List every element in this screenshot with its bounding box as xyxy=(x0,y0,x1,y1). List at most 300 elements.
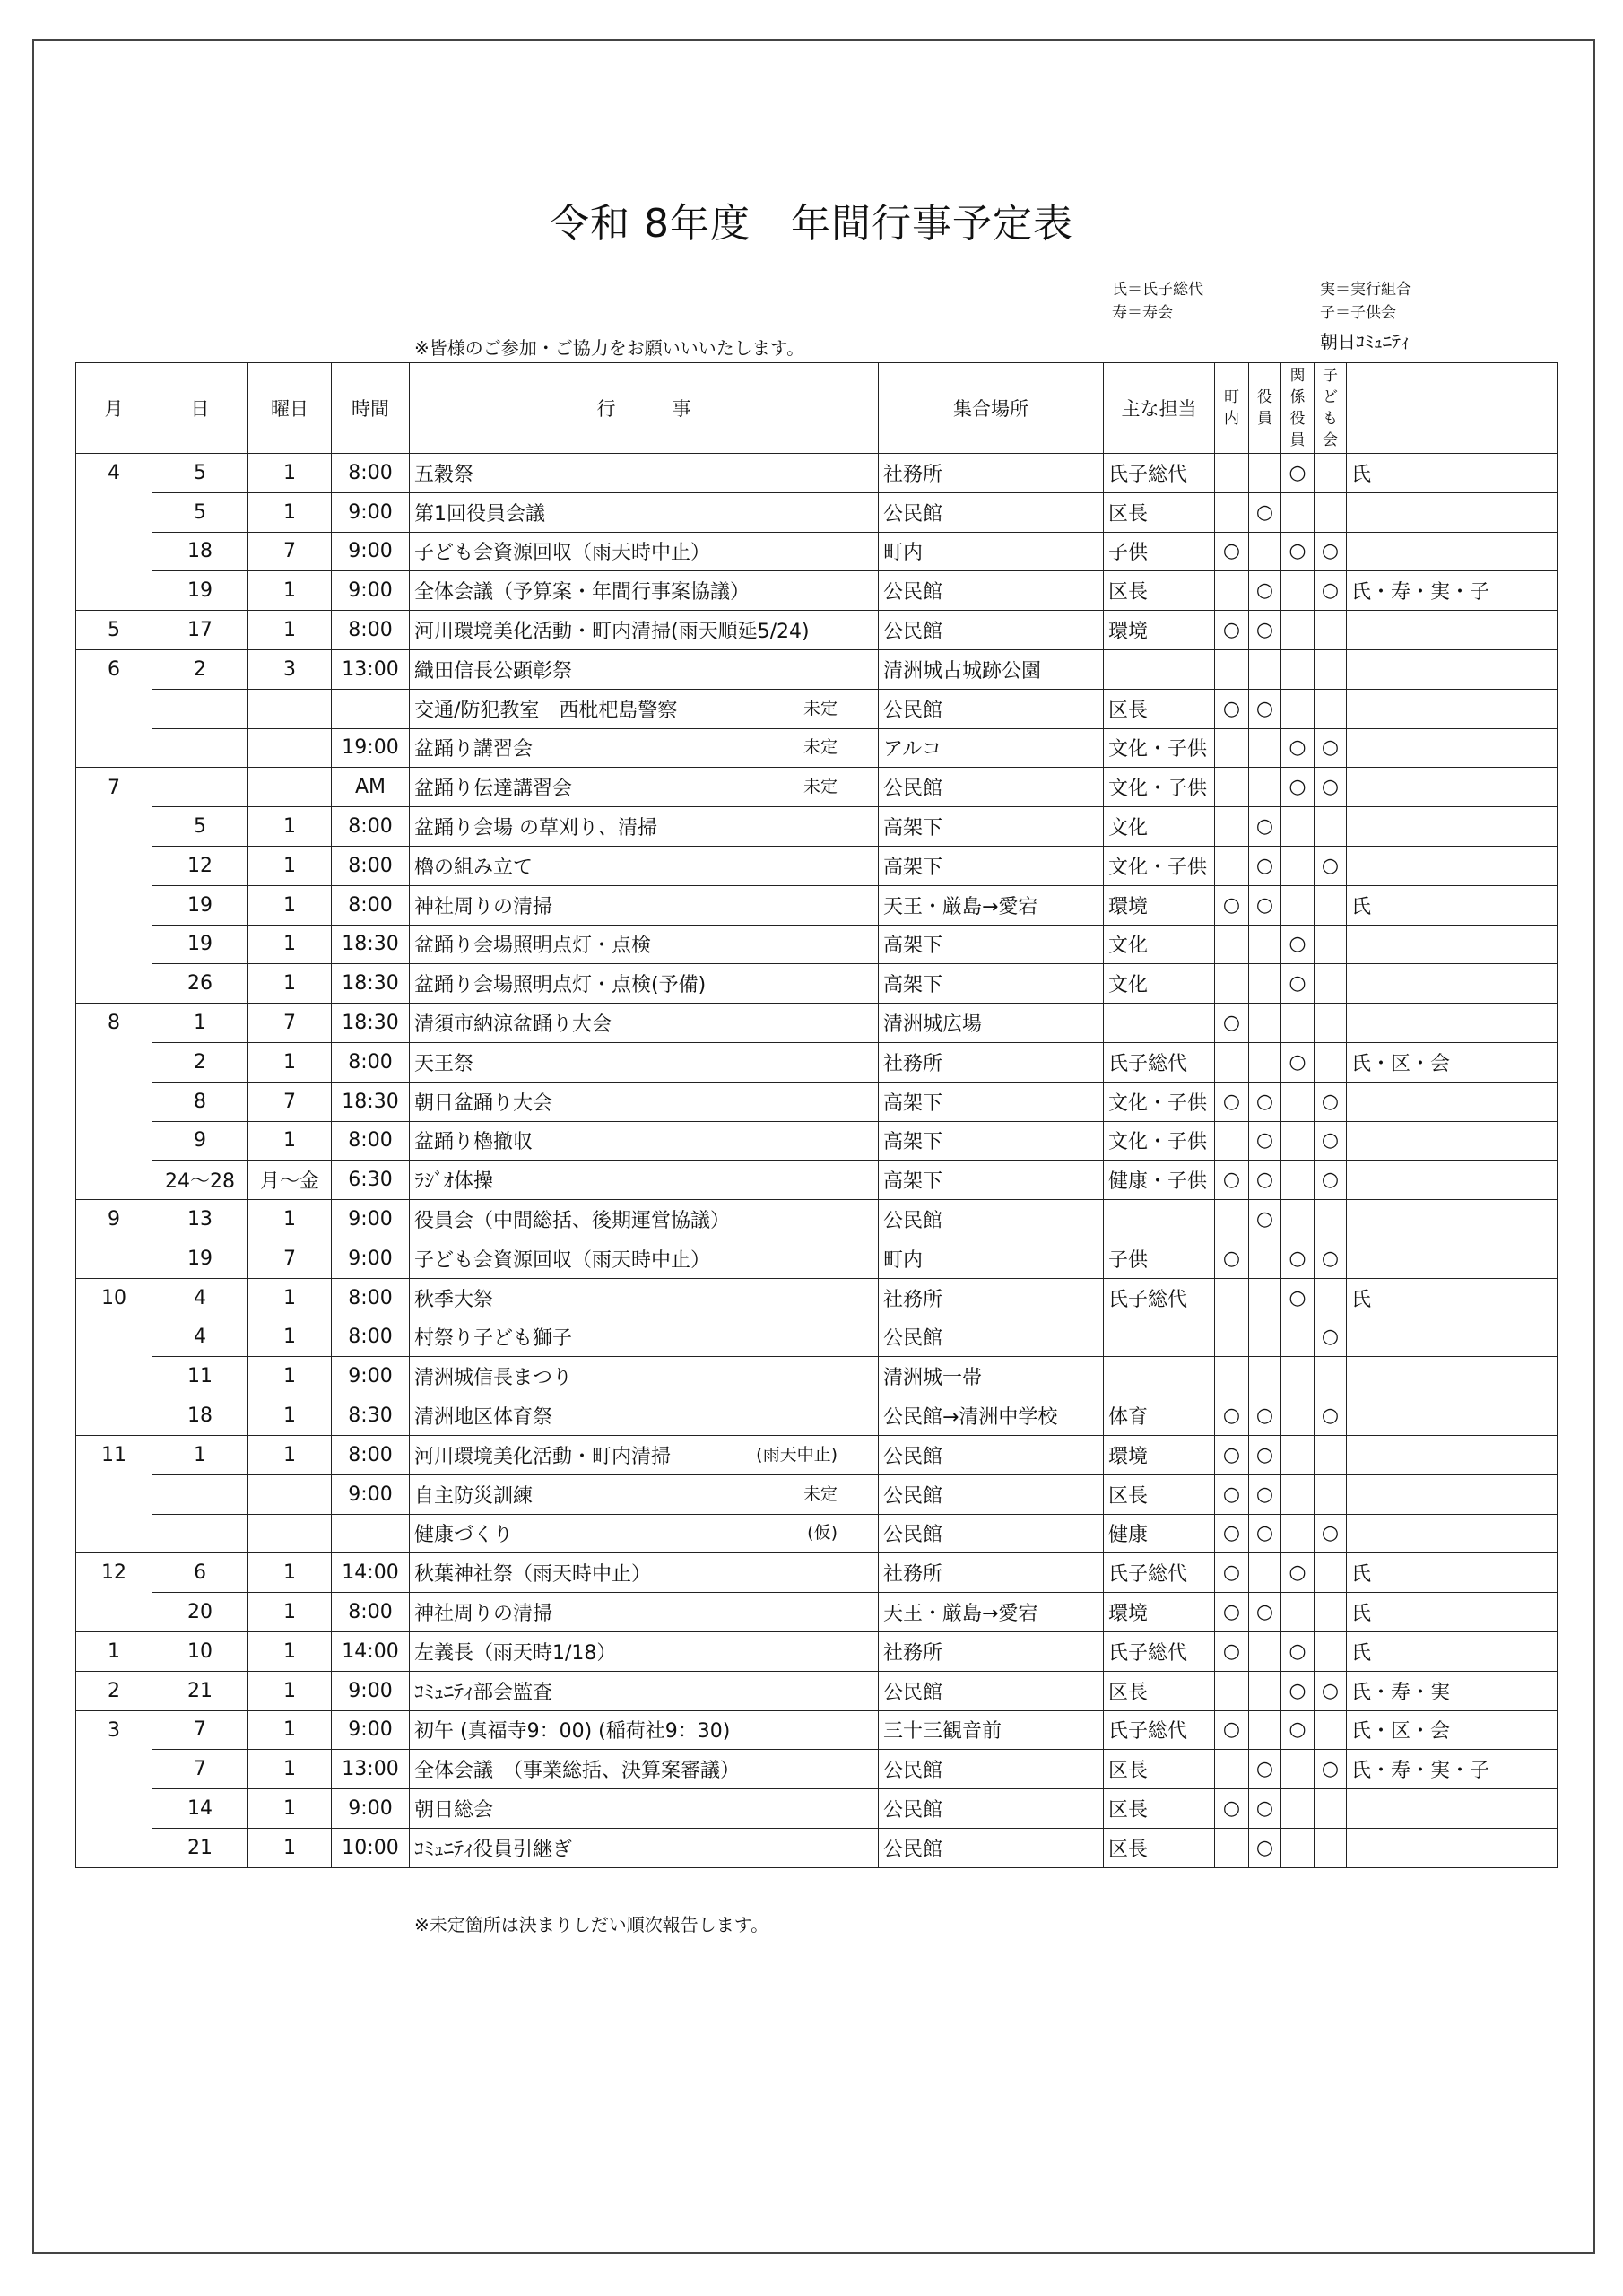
day-cell xyxy=(152,689,248,728)
weekday-cell: 1 xyxy=(248,492,332,532)
month-cell xyxy=(76,885,152,925)
event-name: 自主防災訓練 xyxy=(414,1484,534,1508)
month-cell xyxy=(76,532,152,571)
day-cell: 5 xyxy=(152,807,248,847)
charge-cell: 文化・子供 xyxy=(1104,1121,1215,1161)
yakuin-mark: ○ xyxy=(1249,846,1281,885)
event-name: 盆踊り櫓撤収 xyxy=(414,1131,534,1154)
day-cell: 2 xyxy=(152,1042,248,1082)
place-cell: 公民館 xyxy=(879,1474,1104,1514)
event-name: 秋季大祭 xyxy=(414,1288,494,1311)
event-name: 河川環境美化活動・町内清掃 xyxy=(414,1445,672,1468)
header-weekday: 曜日 xyxy=(248,363,332,454)
weekday-cell: 1 xyxy=(248,846,332,885)
header-kankei-yakuin: 関 係 役 員 xyxy=(1281,363,1315,454)
weekday-cell: 1 xyxy=(248,1121,332,1161)
bottom-note: ※未定箇所は決まりしだい順次報告します。 xyxy=(414,1914,769,1935)
month-cell: 5 xyxy=(76,611,152,650)
weekday-cell: 1 xyxy=(248,1828,332,1867)
kankei-yakuin-mark xyxy=(1281,885,1315,925)
event-cell xyxy=(410,1789,879,1829)
day-cell: 4 xyxy=(152,1278,248,1318)
kankei-yakuin-mark: ○ xyxy=(1281,1239,1315,1278)
time-cell: 8:00 xyxy=(332,611,410,650)
yakuin-mark xyxy=(1249,649,1281,689)
kodomo-kai-mark xyxy=(1315,1828,1347,1867)
yakuin-mark: ○ xyxy=(1249,1161,1281,1200)
place-cell: 社務所 xyxy=(879,1631,1104,1671)
kankei-yakuin-mark: ○ xyxy=(1281,1042,1315,1082)
chounai-mark: ○ xyxy=(1215,1789,1249,1829)
kodomo-kai-mark xyxy=(1315,1789,1347,1829)
month-cell xyxy=(76,1239,152,1278)
event-cell xyxy=(410,1631,879,1671)
event-status xyxy=(838,1362,873,1390)
place-cell: 高架下 xyxy=(879,1161,1104,1200)
event-name: 清須市納涼盆踊り大会 xyxy=(414,1013,612,1037)
day-cell xyxy=(152,1514,248,1553)
event-cell xyxy=(410,1200,879,1239)
yakuin-mark xyxy=(1249,532,1281,571)
event-cell xyxy=(410,1474,879,1514)
event-name: 健康づくり xyxy=(414,1524,514,1547)
chounai-mark: ○ xyxy=(1215,1631,1249,1671)
kodomo-kai-mark: ○ xyxy=(1315,1082,1347,1121)
header-time: 時間 xyxy=(332,363,410,454)
yakuin-mark xyxy=(1249,768,1281,807)
charge-cell: 健康・子供 xyxy=(1104,1161,1215,1200)
event-status xyxy=(838,1834,873,1862)
day-cell: 14 xyxy=(152,1789,248,1829)
weekday-cell: 1 xyxy=(248,925,332,964)
charge-cell xyxy=(1104,1004,1215,1043)
yakuin-mark xyxy=(1249,1553,1281,1593)
month-cell: 1 xyxy=(76,1631,152,1671)
month-cell: 10 xyxy=(76,1278,152,1318)
time-cell: 9:00 xyxy=(332,492,410,532)
schedule-row xyxy=(76,611,1558,650)
day-cell: 2 xyxy=(152,649,248,689)
kankei-yakuin-mark: ○ xyxy=(1281,728,1315,768)
notes-cell xyxy=(1347,1789,1558,1829)
place-cell: 公民館 xyxy=(879,689,1104,728)
weekday-cell: 1 xyxy=(248,1671,332,1710)
month-cell xyxy=(76,1593,152,1632)
event-name: 朝日盆踊り大会 xyxy=(414,1091,553,1115)
yakuin-mark xyxy=(1249,1710,1281,1750)
event-cell xyxy=(410,492,879,532)
event-name: 全体会議（予算案・年間行事案協議） xyxy=(414,581,751,604)
event-cell xyxy=(410,964,879,1004)
day-cell: 19 xyxy=(152,885,248,925)
event-status xyxy=(838,1088,873,1116)
kankei-yakuin-mark xyxy=(1281,1593,1315,1632)
event-status xyxy=(838,1598,873,1626)
weekday-cell: 1 xyxy=(248,964,332,1004)
event-status xyxy=(838,1677,873,1705)
month-cell xyxy=(76,1357,152,1396)
chounai-mark: ○ xyxy=(1215,1474,1249,1514)
event-cell xyxy=(410,1357,879,1396)
yakuin-mark: ○ xyxy=(1249,1200,1281,1239)
weekday-cell: 1 xyxy=(248,611,332,650)
kodomo-kai-mark xyxy=(1315,689,1347,728)
event-name: 交通/防犯教室 西枇杷島警察 xyxy=(414,699,678,722)
place-cell: 公民館 xyxy=(879,1435,1104,1474)
kankei-yakuin-mark xyxy=(1281,1082,1315,1121)
event-cell xyxy=(410,1318,879,1357)
place-cell: 社務所 xyxy=(879,1278,1104,1318)
charge-cell xyxy=(1104,1318,1215,1357)
event-cell xyxy=(410,1161,879,1200)
header-notes xyxy=(1347,363,1558,454)
kankei-yakuin-mark xyxy=(1281,1121,1315,1161)
chounai-mark xyxy=(1215,1750,1249,1789)
kodomo-kai-mark xyxy=(1315,1710,1347,1750)
event-status: 未定 xyxy=(803,698,838,718)
notes-cell xyxy=(1347,1318,1558,1357)
yakuin-mark: ○ xyxy=(1249,885,1281,925)
month-cell xyxy=(76,1828,152,1867)
charge-cell: 氏子総代 xyxy=(1104,454,1215,493)
notes-cell: 氏 xyxy=(1347,454,1558,493)
place-cell: アルコ xyxy=(879,728,1104,768)
charge-cell: 子供 xyxy=(1104,1239,1215,1278)
place-cell: 高架下 xyxy=(879,925,1104,964)
charge-cell: 健康 xyxy=(1104,1514,1215,1553)
notes-cell: 氏 xyxy=(1347,885,1558,925)
event-name: 盆踊り伝達講習会 xyxy=(414,778,573,801)
event-status xyxy=(838,1166,873,1194)
kankei-yakuin-mark xyxy=(1281,1828,1315,1867)
place-cell: 町内 xyxy=(879,1239,1104,1278)
place-cell: 清洲城古城跡公園 xyxy=(879,649,1104,689)
charge-cell: 区長 xyxy=(1104,1750,1215,1789)
event-status xyxy=(838,499,873,526)
place-cell: 三十三観音前 xyxy=(879,1710,1104,1750)
time-cell: 18:30 xyxy=(332,1004,410,1043)
schedule-body xyxy=(76,454,1558,1868)
kodomo-kai-mark xyxy=(1315,1042,1347,1082)
chounai-mark: ○ xyxy=(1215,689,1249,728)
yakuin-mark: ○ xyxy=(1249,807,1281,847)
legend-right xyxy=(1320,278,1411,353)
day-cell: 5 xyxy=(152,454,248,493)
chounai-mark xyxy=(1215,768,1249,807)
charge-cell: 区長 xyxy=(1104,492,1215,532)
header-month: 月 xyxy=(76,363,152,454)
event-name: 盆踊り講習会 xyxy=(414,738,534,761)
event-cell xyxy=(410,728,879,768)
weekday-cell: 1 xyxy=(248,454,332,493)
kankei-yakuin-mark: ○ xyxy=(1281,1710,1315,1750)
legend-left xyxy=(1112,278,1203,325)
time-cell: 9:00 xyxy=(332,1357,410,1396)
event-status: 未定 xyxy=(803,777,838,797)
notes-cell: 氏・区・会 xyxy=(1347,1042,1558,1082)
weekday-cell: 1 xyxy=(248,1200,332,1239)
place-cell: 社務所 xyxy=(879,1553,1104,1593)
schedule-row xyxy=(76,768,1558,807)
chounai-mark: ○ xyxy=(1215,1593,1249,1632)
yakuin-mark xyxy=(1249,925,1281,964)
kankei-yakuin-mark xyxy=(1281,1200,1315,1239)
day-cell: 9 xyxy=(152,1121,248,1161)
yakuin-mark: ○ xyxy=(1249,1789,1281,1829)
event-name: 清洲地区体育祭 xyxy=(414,1406,553,1430)
place-cell: 清洲城広場 xyxy=(879,1004,1104,1043)
header-chounai: 町 内 xyxy=(1215,363,1249,454)
charge-cell: 環境 xyxy=(1104,611,1215,650)
event-cell xyxy=(410,532,879,571)
month-cell: 4 xyxy=(76,454,152,493)
place-cell: 公民館 xyxy=(879,1318,1104,1357)
weekday-cell: 1 xyxy=(248,571,332,611)
time-cell: 18:30 xyxy=(332,964,410,1004)
time-cell: 9:00 xyxy=(332,1710,410,1750)
header-event: 行 事 xyxy=(410,363,879,454)
kodomo-kai-mark xyxy=(1315,1200,1347,1239)
place-cell: 町内 xyxy=(879,532,1104,571)
schedule-row xyxy=(76,571,1558,611)
chounai-mark: ○ xyxy=(1215,1082,1249,1121)
kankei-yakuin-mark: ○ xyxy=(1281,768,1315,807)
page-title: 令和 8年度 年間行事予定表 xyxy=(550,201,1073,247)
notes-cell xyxy=(1347,1396,1558,1436)
kodomo-kai-mark xyxy=(1315,1553,1347,1593)
event-name: 第1回役員会議 xyxy=(414,502,545,526)
place-cell: 清洲城一帯 xyxy=(879,1357,1104,1396)
day-cell: 26 xyxy=(152,964,248,1004)
month-cell xyxy=(76,1082,152,1121)
time-cell: 6:30 xyxy=(332,1161,410,1200)
time-cell: 13:00 xyxy=(332,1750,410,1789)
charge-cell: 環境 xyxy=(1104,1435,1215,1474)
schedule-row xyxy=(76,1828,1558,1867)
event-status xyxy=(838,1048,873,1076)
event-name: 天王祭 xyxy=(414,1052,474,1075)
time-cell: AM xyxy=(332,768,410,807)
weekday-cell xyxy=(248,1474,332,1514)
kodomo-kai-mark xyxy=(1315,1593,1347,1632)
day-cell: 1 xyxy=(152,1435,248,1474)
month-cell xyxy=(76,1318,152,1357)
weekday-cell: 1 xyxy=(248,1789,332,1829)
top-note: ※皆様のご参加・ご協力をお願いいいたします。 xyxy=(414,337,805,359)
time-cell: 14:00 xyxy=(332,1553,410,1593)
charge-cell: 環境 xyxy=(1104,885,1215,925)
header-yakuin: 役 員 xyxy=(1249,363,1281,454)
charge-cell xyxy=(1104,1200,1215,1239)
chounai-mark: ○ xyxy=(1215,885,1249,925)
weekday-cell: 1 xyxy=(248,1318,332,1357)
time-cell: 10:00 xyxy=(332,1828,410,1867)
legend-item: 実＝実行組合 xyxy=(1320,281,1411,299)
notes-cell xyxy=(1347,925,1558,964)
place-cell: 公民館 xyxy=(879,1828,1104,1867)
month-cell xyxy=(76,492,152,532)
kodomo-kai-mark xyxy=(1315,1004,1347,1043)
event-name: 神社周りの清掃 xyxy=(414,1603,553,1625)
yakuin-mark: ○ xyxy=(1249,611,1281,650)
weekday-cell xyxy=(248,768,332,807)
weekday-cell: 1 xyxy=(248,807,332,847)
kankei-yakuin-mark: ○ xyxy=(1281,1553,1315,1593)
schedule-row xyxy=(76,885,1558,925)
event-cell xyxy=(410,454,879,493)
event-cell xyxy=(410,1082,879,1121)
schedule-row xyxy=(76,1671,1558,1710)
chounai-mark: ○ xyxy=(1215,1396,1249,1436)
charge-cell: 氏子総代 xyxy=(1104,1278,1215,1318)
event-cell xyxy=(410,689,879,728)
event-cell xyxy=(410,846,879,885)
notes-cell: 氏 xyxy=(1347,1553,1558,1593)
kodomo-kai-mark xyxy=(1315,807,1347,847)
kodomo-kai-mark: ○ xyxy=(1315,1161,1347,1200)
kodomo-kai-mark: ○ xyxy=(1315,728,1347,768)
event-status xyxy=(838,1402,873,1430)
kodomo-kai-mark xyxy=(1315,1474,1347,1514)
month-cell: 8 xyxy=(76,1004,152,1043)
event-status xyxy=(838,1323,873,1351)
event-status xyxy=(838,616,873,644)
yakuin-mark xyxy=(1249,1239,1281,1278)
event-cell xyxy=(410,807,879,847)
notes-cell xyxy=(1347,689,1558,728)
day-cell xyxy=(152,728,248,768)
weekday-cell: 1 xyxy=(248,1553,332,1593)
yakuin-mark: ○ xyxy=(1249,1121,1281,1161)
event-status xyxy=(838,970,873,997)
kodomo-kai-mark: ○ xyxy=(1315,532,1347,571)
weekday-cell xyxy=(248,1514,332,1553)
weekday-cell: 1 xyxy=(248,1710,332,1750)
event-name: 盆踊り会場照明点灯・点検(予備) xyxy=(414,974,707,997)
chounai-mark xyxy=(1215,1042,1249,1082)
event-cell xyxy=(410,1278,879,1318)
chounai-mark xyxy=(1215,454,1249,493)
event-name: 盆踊り会場照明点灯・点検 xyxy=(414,935,652,958)
kodomo-kai-mark xyxy=(1315,649,1347,689)
place-cell: 高架下 xyxy=(879,807,1104,847)
schedule-row xyxy=(76,1553,1558,1593)
notes-cell xyxy=(1347,649,1558,689)
place-cell: 天王・厳島→愛宕 xyxy=(879,1593,1104,1632)
day-cell: 5 xyxy=(152,492,248,532)
notes-cell xyxy=(1347,768,1558,807)
chounai-mark: ○ xyxy=(1215,1553,1249,1593)
schedule-row xyxy=(76,1082,1558,1121)
chounai-mark: ○ xyxy=(1215,1710,1249,1750)
event-name: 櫓の組み立て xyxy=(414,856,534,879)
charge-cell: 環境 xyxy=(1104,1593,1215,1632)
month-cell: 11 xyxy=(76,1435,152,1474)
kankei-yakuin-mark xyxy=(1281,1161,1315,1200)
day-cell: 24〜28 xyxy=(152,1161,248,1200)
event-cell xyxy=(410,1828,879,1867)
month-cell: 9 xyxy=(76,1200,152,1239)
chounai-mark xyxy=(1215,1318,1249,1357)
kodomo-kai-mark xyxy=(1315,1631,1347,1671)
event-status xyxy=(838,1009,873,1037)
kankei-yakuin-mark xyxy=(1281,1514,1315,1553)
kodomo-kai-mark xyxy=(1315,885,1347,925)
notes-cell xyxy=(1347,1239,1558,1278)
notes-cell: 氏・区・会 xyxy=(1347,1710,1558,1750)
weekday-cell: 1 xyxy=(248,1396,332,1436)
event-cell xyxy=(410,1750,879,1789)
charge-cell: 氏子総代 xyxy=(1104,1631,1215,1671)
kodomo-kai-mark: ○ xyxy=(1315,1121,1347,1161)
place-cell: 高架下 xyxy=(879,1121,1104,1161)
event-name: ｺﾐｭﾆﾃｨ部会監査 xyxy=(414,1681,553,1704)
charge-cell: 文化 xyxy=(1104,964,1215,1004)
chounai-mark: ○ xyxy=(1215,611,1249,650)
time-cell: 8:30 xyxy=(332,1396,410,1436)
place-cell: 高架下 xyxy=(879,964,1104,1004)
day-cell: 19 xyxy=(152,571,248,611)
kankei-yakuin-mark xyxy=(1281,1789,1315,1829)
place-cell: 公民館 xyxy=(879,1514,1104,1553)
kodomo-kai-mark: ○ xyxy=(1315,1750,1347,1789)
kankei-yakuin-mark: ○ xyxy=(1281,1631,1315,1671)
day-cell: 12 xyxy=(152,846,248,885)
schedule-row xyxy=(76,1789,1558,1829)
kankei-yakuin-mark xyxy=(1281,807,1315,847)
kodomo-kai-mark: ○ xyxy=(1315,571,1347,611)
schedule-row xyxy=(76,925,1558,964)
kodomo-kai-mark xyxy=(1315,964,1347,1004)
schedule-row xyxy=(76,1396,1558,1436)
time-cell: 9:00 xyxy=(332,1671,410,1710)
day-cell: 19 xyxy=(152,1239,248,1278)
month-cell: 2 xyxy=(76,1671,152,1710)
organization-name: 朝日ｺﾐｭﾆﾃｨ xyxy=(1320,331,1410,352)
charge-cell: 文化・子供 xyxy=(1104,846,1215,885)
yakuin-mark xyxy=(1249,1671,1281,1710)
notes-cell: 氏・寿・実・子 xyxy=(1347,571,1558,611)
event-status xyxy=(838,1245,873,1273)
yakuin-mark xyxy=(1249,1042,1281,1082)
month-cell: 12 xyxy=(76,1553,152,1593)
time-cell xyxy=(332,689,410,728)
chounai-mark xyxy=(1215,964,1249,1004)
weekday-cell: 7 xyxy=(248,1004,332,1043)
month-cell xyxy=(76,728,152,768)
yakuin-mark xyxy=(1249,1631,1281,1671)
chounai-mark: ○ xyxy=(1215,1514,1249,1553)
event-cell xyxy=(410,1553,879,1593)
day-cell: 4 xyxy=(152,1318,248,1357)
kodomo-kai-mark: ○ xyxy=(1315,1239,1347,1278)
day-cell: 21 xyxy=(152,1828,248,1867)
day-cell: 7 xyxy=(152,1750,248,1789)
schedule-row xyxy=(76,807,1558,847)
event-cell xyxy=(410,1042,879,1082)
charge-cell xyxy=(1104,649,1215,689)
header-day: 日 xyxy=(152,363,248,454)
legend-item: 子＝子供会 xyxy=(1320,304,1396,322)
header-row xyxy=(76,363,1558,454)
time-cell: 8:00 xyxy=(332,1593,410,1632)
yakuin-mark xyxy=(1249,1278,1281,1318)
schedule-row xyxy=(76,964,1558,1004)
event-status xyxy=(838,891,873,919)
time-cell: 8:00 xyxy=(332,1435,410,1474)
time-cell: 18:30 xyxy=(332,1082,410,1121)
charge-cell: 区長 xyxy=(1104,689,1215,728)
